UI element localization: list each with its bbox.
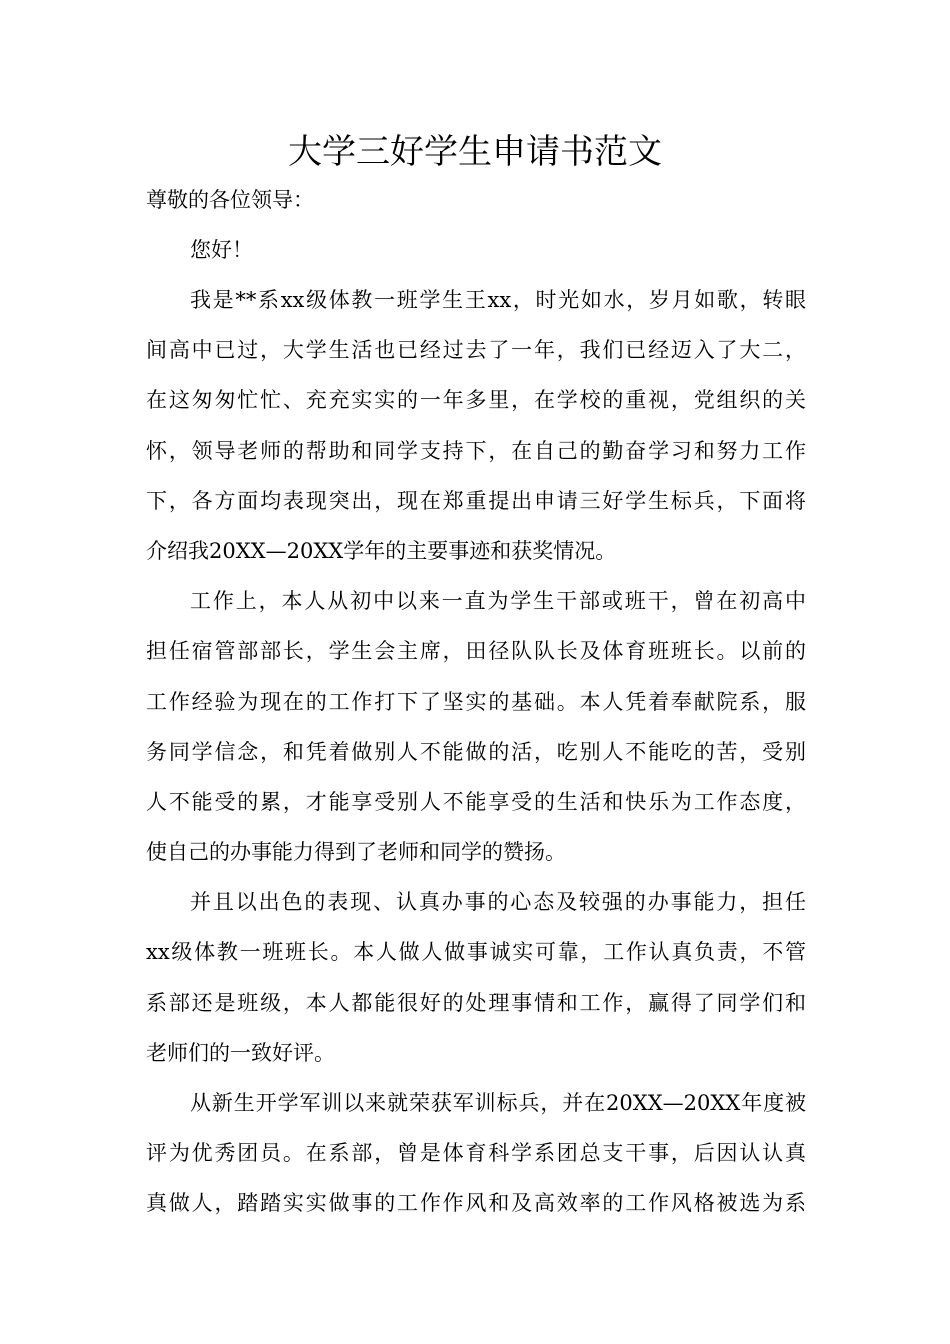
paragraph-line: 老师们的一致好评。 bbox=[146, 1040, 335, 1065]
paragraph-line: 我是**系xx级体教一班学生王xx，时光如水，岁月如歌，转眼 bbox=[190, 288, 806, 312]
paragraph-4 bbox=[146, 1085, 806, 1236]
greeting: 您好！ bbox=[190, 238, 253, 262]
paragraph-1 bbox=[146, 282, 806, 583]
document-body bbox=[146, 282, 806, 1236]
paragraph-line: 从新生开学军训以来就荣获军训标兵，并在20XX—20XX年度被 bbox=[190, 1091, 806, 1115]
paragraph-line: 人不能受的累，才能享受别人不能享受的生活和快乐为工作态度， bbox=[146, 789, 806, 814]
paragraph-line: 评为优秀团员。在系部，曾是体育科学系团总支干事，后因认认真 bbox=[146, 1141, 806, 1166]
paragraph-line: 使自己的办事能力得到了老师和同学的赞扬。 bbox=[146, 840, 566, 865]
paragraph-line: 并且以出色的表现、认真办事的心态及较强的办事能力，担任 bbox=[190, 890, 806, 915]
paragraph-line: 怀，领导老师的帮助和同学支持下，在自己的勤奋学习和努力工作 bbox=[146, 438, 806, 463]
paragraph-line: 担任宿管部部长，学生会主席，田径队队长及体育班班长。以前的 bbox=[146, 639, 806, 664]
document-title: 大学三好学生申请书范文 bbox=[288, 132, 662, 172]
paragraph-line: 系部还是班级，本人都能很好的处理事情和工作，赢得了同学们和 bbox=[146, 990, 806, 1015]
paragraph-2 bbox=[146, 583, 806, 884]
paragraph-line: 务同学信念，和凭着做别人不能做的活，吃别人不能吃的苦，受别 bbox=[146, 739, 806, 764]
paragraph-3 bbox=[146, 884, 806, 1085]
paragraph-line: xx级体教一班班长。本人做人做事诚实可靠，工作认真负责，不管 bbox=[146, 940, 806, 965]
paragraph-line: 真做人，踏踏实实做事的工作作风和及高效率的工作风格被选为系 bbox=[146, 1191, 806, 1216]
paragraph-line: 工作经验为现在的工作打下了坚实的基础。本人凭着奉献院系，服 bbox=[146, 689, 806, 714]
paragraph-line: 下，各方面均表现突出，现在郑重提出申请三好学生标兵，下面将 bbox=[146, 488, 806, 513]
paragraph-line: 介绍我20XX—20XX学年的主要事迹和获奖情况。 bbox=[146, 538, 617, 563]
paragraph-line: 在这匆匆忙忙、充充实实的一年多里，在学校的重视，党组织的关 bbox=[146, 388, 806, 413]
paragraph-line: 工作上，本人从初中以来一直为学生干部或班干，曾在初高中 bbox=[190, 589, 806, 614]
paragraph-line: 间高中已过，大学生活也已经过去了一年，我们已经迈入了大二， bbox=[146, 338, 806, 363]
salutation: 尊敬的各位领导： bbox=[146, 188, 314, 212]
